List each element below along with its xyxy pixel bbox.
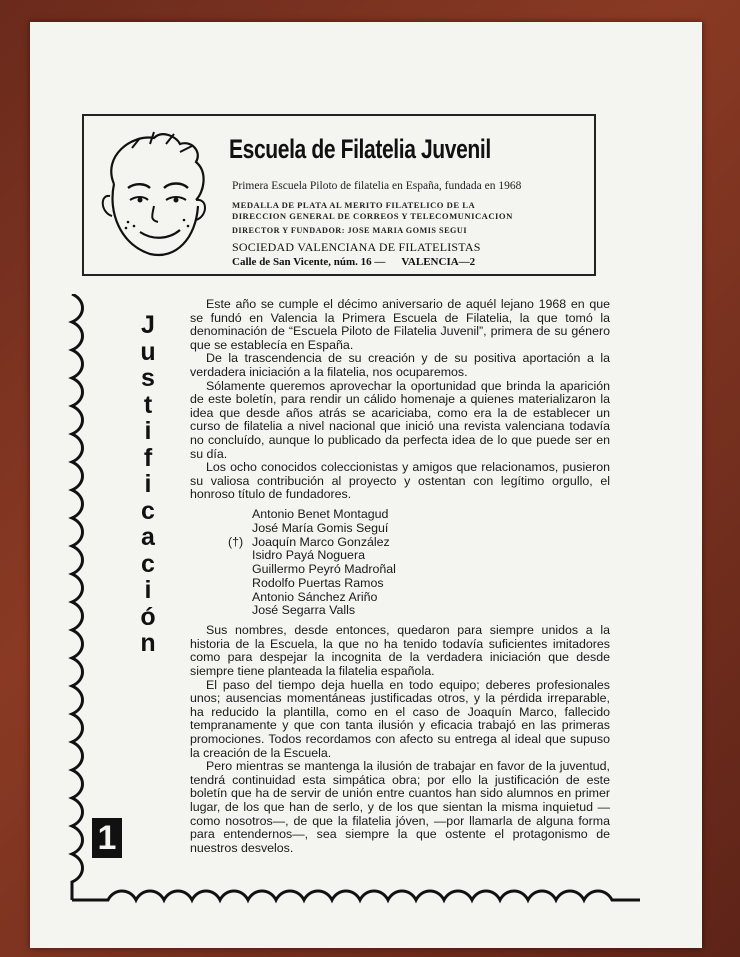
article-body <box>190 298 610 855</box>
founder-name: Antonio Benet Montagud <box>252 506 389 521</box>
founder-item <box>190 604 610 618</box>
paragraph: Sólamente queremos aprovechar la oportunidad que brinda la aparición de este boletín, para rendir un cálido homenaje a quienes materializaron la idea que desde años atrás se acariciaba, como era la de establecer un curso de filatelia a nivel nacional que inició una revista valenciana todavía no concluído, aunque lo publicado da perfecta idea de lo que puede ser en su día. <box>190 378 610 461</box>
street-address: Calle de San Vicente, núm. 16 — <box>232 256 386 268</box>
document-page <box>30 22 702 948</box>
medal-line-1: MEDALLA DE PLATA AL MERITO FILATELICO DE LA <box>232 200 476 210</box>
founder-item <box>190 549 610 563</box>
paragraph: De la trascendencia de su creación y de su positiva aportación a la verdadera iniciación a la filatelia, nos ocuparemos. <box>190 351 610 379</box>
publication-subtitle: Primera Escuela Piloto de filatelia en España, fundada en 1968 <box>232 180 522 192</box>
title-letter: c <box>141 549 155 578</box>
title-letter: f <box>143 443 153 472</box>
medal-award <box>232 200 513 222</box>
founder-item <box>190 508 610 522</box>
title-letter: ó <box>140 602 156 631</box>
title-letter: i <box>144 417 152 445</box>
founder-item <box>190 536 610 550</box>
founder-item <box>190 563 610 577</box>
founder-name: Guillermo Peyró Madroñal <box>252 562 396 577</box>
paragraph: Los ocho conocidos coleccionistas y amigos que relacionamos, pusieron su valiosa contribución al proyecto y ostentan con legítimo orgullo, el honroso título de fundadores. <box>190 460 610 502</box>
paragraph: Pero mientras se mantenga la ilusión de trabajar en favor de la juventud, tendrá continuidad esta simpática obra; por ello la justificación de este boletín que ha de servir de unión entre cuantos han sido alumnos en primer lugar, de los que han de serlo, y de los que sientan la misma inquietud —como nosotros—, de que la filatelia jóven, —por llamarla de alguna forma para entendernos—, sea siempre la que ostente el protagonismo de nuestros desvelos. <box>190 759 610 855</box>
medal-line-2: DIRECCION GENERAL DE CORREOS Y TELECOMUNICACION <box>232 211 513 221</box>
title-letter: u <box>140 337 156 366</box>
title-letter: n <box>140 629 156 657</box>
director-line: DIRECTOR Y FUNDADOR: JOSE MARIA GOMIS SEGUI <box>232 226 468 235</box>
publication-title: Escuela de Filatelia Juvenil <box>229 134 491 164</box>
deceased-mark: (†) <box>228 534 244 549</box>
section-title-vertical <box>128 312 168 657</box>
founder-item <box>190 577 610 591</box>
issue-number-badge: 1 <box>92 818 122 858</box>
title-letter: s <box>141 364 155 392</box>
founder-item <box>190 591 610 605</box>
founder-name: Antonio Sánchez Ariño <box>252 589 378 604</box>
founder-name: Joaquín Marco González <box>252 534 390 549</box>
founder-name: José María Gomis Seguí <box>252 520 389 535</box>
founders-list <box>190 508 610 618</box>
founder-name: Isidro Payá Noguera <box>252 548 365 563</box>
title-letter: i <box>144 576 152 604</box>
society-name: SOCIEDAD VALENCIANA DE FILATELISTAS <box>232 240 481 254</box>
founder-name: José Segarra Valls <box>252 603 356 618</box>
masthead <box>82 114 596 276</box>
founder-name: Rodolfo Puertas Ramos <box>252 575 384 590</box>
title-letter: J <box>141 311 155 339</box>
address-line <box>232 256 475 268</box>
title-letter: a <box>141 523 155 551</box>
title-letter: c <box>141 496 155 525</box>
title-letter: t <box>143 390 153 419</box>
city: VALENCIA—2 <box>401 256 476 268</box>
paragraph: Este año se cumple el décimo aniversario de aquél lejano 1968 en que se fundó en Valencia la Primera Escuela de Filatelia, la que tomó la denominación de “Escuela Piloto de Filatelia Juvenil”, primera de su género que se establecía en España. <box>190 297 610 352</box>
founder-item <box>190 522 610 536</box>
title-letter: i <box>144 470 152 498</box>
paragraph: El paso del tiempo deja huella en todo equipo; deberes profesionales unos; ausencias momentáneas justificadas otros, y la pérdida irreparable, ha reducido la plantilla, como en el caso de Joaquín Marco, fallecido tempranamente y que con tanta ilusión y eficacia trabajó en las primeras promociones. Todos recordamos con afecto su entrega al ideal que supuso la creación de la Escuela. <box>190 677 610 760</box>
boy-face-illustration <box>92 126 212 271</box>
paragraph: Sus nombres, desde entonces, quedaron para siempre unidos a la historia de la Escuela, la que no ha tenido todavía suficientes imitadores como para despejar la incognita de la verdadera iniciación que desde siempre tiene planteada la filatelia española. <box>190 623 610 679</box>
